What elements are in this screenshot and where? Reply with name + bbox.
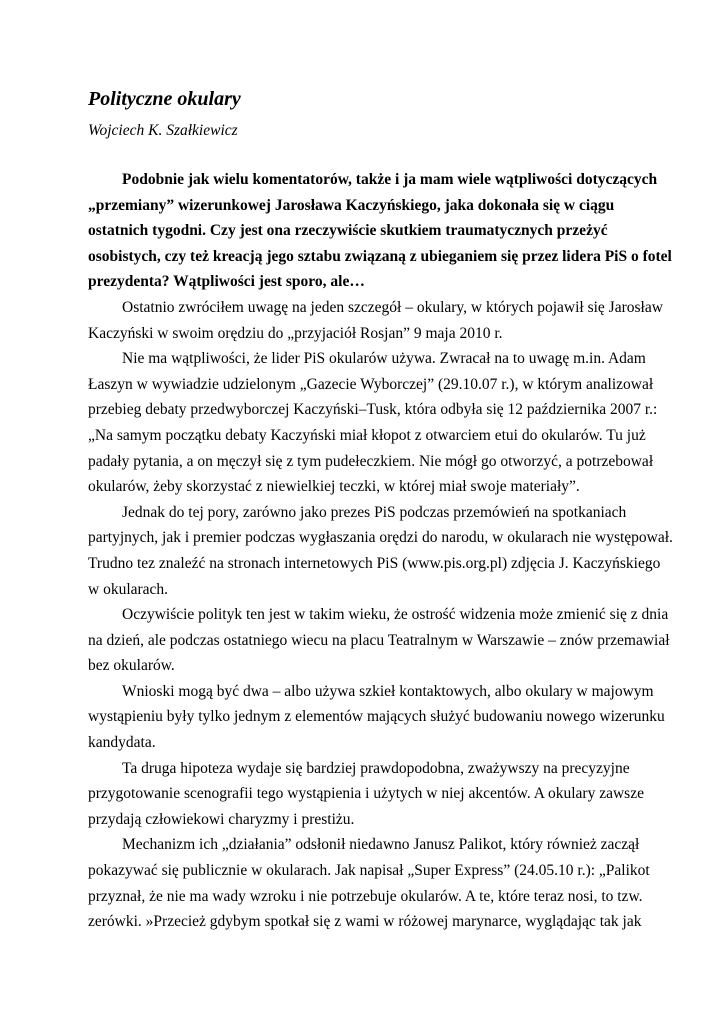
body-line: zerówki. »Przecież gdybym spotkał się z wami w różowej marynarce, wyglądając tak jak	[88, 913, 642, 931]
body-line: wystąpieniu były tylko jednym z elementów mających służyć budowaniu nowego wizerunku	[88, 708, 665, 726]
body-line: Ta druga hipoteza wydaje się bardziej prawdopodobna, zważywszy na precyzyjne	[122, 759, 630, 777]
body-line: „Na samym początku debaty Kaczyński miał kłopot z otwarciem etui do okularów. Tu już	[88, 426, 646, 444]
body-line: na dzień, ale podczas ostatniego wiecu na placu Teatralnym w Warszawie – znów przemawiał	[88, 631, 670, 649]
lead-line: Podobnie jak wielu komentatorów, także i ja mam wiele wątpliwości dotyczących	[122, 171, 658, 188]
body-line: Kaczyński w swoim orędziu do „przyjaciół Rosjan” 9 maja 2010 r.	[88, 324, 503, 342]
body-line: w okularach.	[88, 580, 169, 598]
body-line: padały pytania, a on męczył się z tym pudełeczkiem. Nie mógł go otworzyć, a potrzebował	[88, 452, 654, 470]
lead-line: osobistych, czy też kreacją jego sztabu związaną z ubieganiem się przez lidera PiS o fotel	[88, 247, 672, 265]
article-author: Wojciech K. Szałkiewicz	[88, 122, 238, 139]
body-line: Nie ma wątpliwości, że lider PiS okularów używa. Zwracał na to uwagę m.in. Adam	[122, 350, 646, 368]
body-line: przydają człowiekowi charyzmy i prestiżu.	[88, 810, 355, 828]
body-line: Wnioski mogą być dwa – albo używa szkieł kontaktowych, albo okulary w majowym	[122, 682, 654, 700]
body-line: przygotowanie scenografii tego wystąpienia i użytych w niej akcentów. A okulary zawsze	[88, 785, 644, 803]
lead-line: ostatnich tygodni. Czy jest ona rzeczywiście skutkiem traumatycznych przeżyć	[88, 222, 608, 240]
body-line: partyjnych, jak i premier podczas wygłaszania orędzi do narodu, w okularach nie występował.	[88, 529, 673, 547]
body-line: bez okularów.	[88, 657, 175, 675]
body-line: kandydata.	[88, 734, 156, 752]
lead-line: „przemiany” wizerunkowej Jarosława Kaczyńskiego, jaka dokonała się w ciągu	[88, 196, 615, 214]
lead-line: prezydenta? Wątpliwości jest sporo, ale…	[88, 273, 365, 291]
body-line: przebieg debaty przedwyborczej Kaczyński–Tusk, która odbyła się 12 października 2007 r.:	[88, 401, 658, 419]
body-line: Jednak do tej pory, zarówno jako prezes PiS podczas przemówień na spotkaniach	[122, 503, 627, 521]
body-line: Ostatnio zwróciłem uwagę na jeden szczegół – okulary, w których pojawił się Jarosław	[122, 298, 663, 316]
article-title: Polityczne okulary	[88, 88, 241, 110]
body-line: przyznał, że nie ma wady wzroku i nie potrzebuje okularów. A te, które teraz nosi, to tzw.	[88, 887, 643, 905]
body-line: Trudno tez znaleźć na stronach internetowych PiS (www.pis.org.pl) zdjęcia J. Kaczyńskiego	[88, 554, 661, 572]
body-line: Oczywiście polityk ten jest w takim wieku, że ostrość widzenia może zmienić się z dnia	[122, 606, 669, 624]
body-line: okularów, żeby skorzystać z niewielkiej teczki, w której miał swoje materiały”.	[88, 478, 580, 496]
body-line: Mechanizm ich „działania” odsłonił niedawno Janusz Palikot, który również zaczął	[122, 836, 640, 854]
article-body	[88, 167, 673, 935]
body-line: pokazywać się publicznie w okularach. Jak napisał „Super Express” (24.05.10 r.): „Palikot	[88, 862, 650, 880]
body-line: Łaszyn w wywiadzie udzielonym „Gazecie Wyborczej” (29.10.07 r.), w którym analizował	[88, 375, 654, 393]
